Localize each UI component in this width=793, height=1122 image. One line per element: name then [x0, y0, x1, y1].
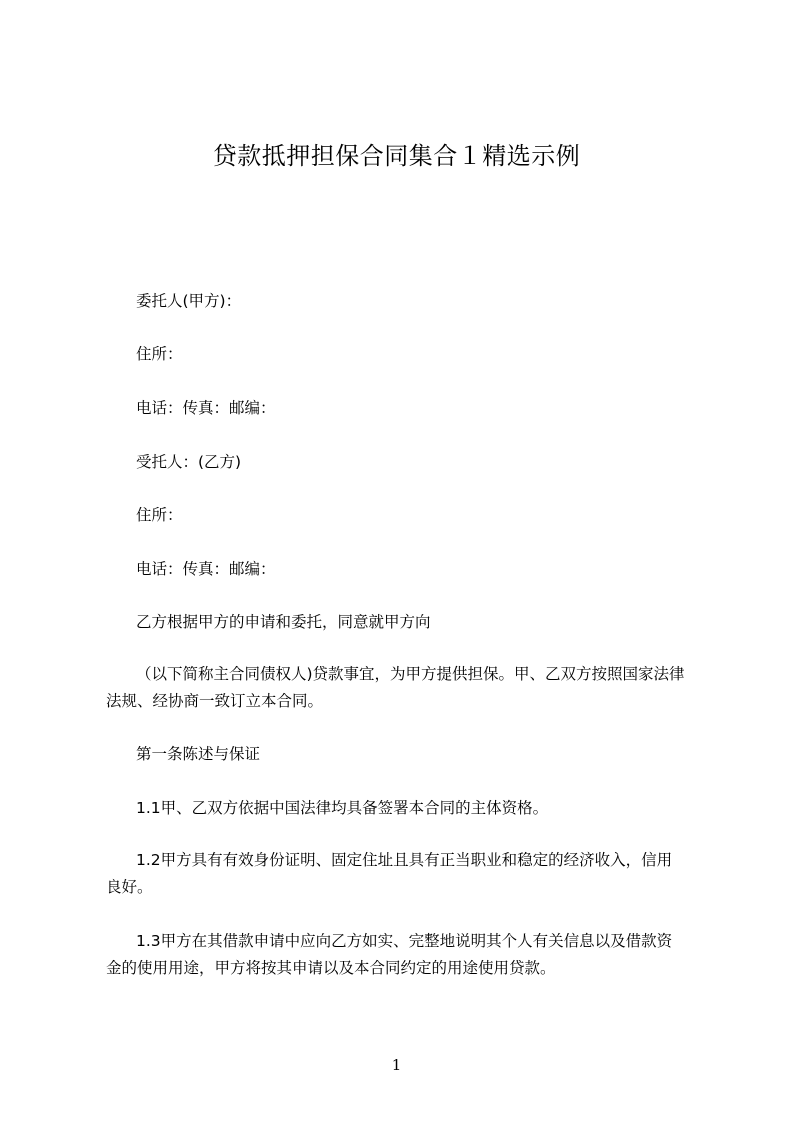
- article-1-heading: 第一条陈述与保证: [136, 745, 261, 763]
- clause-1-2: [106, 847, 700, 901]
- agent-contact-line: 电话：传真：邮编：: [136, 560, 276, 578]
- intro-line: 乙方根据甲方的申请和委托，同意就甲方向: [136, 613, 431, 631]
- document-title: 贷款抵押担保合同集合１精选示例: [212, 142, 581, 170]
- intro-paragraph-line-1: （以下简称主合同债权人)贷款事宜，为甲方提供担保。甲、乙双方按照国家法律: [136, 665, 685, 683]
- clause-1-2-line-2: 良好。: [106, 878, 153, 896]
- clause-1-3-line-2: 金的使用用途，甲方将按其申请以及本合同约定的用途使用贷款。: [106, 959, 556, 977]
- principal-line: 委托人(甲方)：: [136, 292, 242, 310]
- clause-1-3-line-1: 1.3甲方在其借款申请中应向乙方如实、完整地说明其个人有关信息以及借款资: [136, 932, 673, 950]
- agent-address-line: 住所：: [136, 506, 183, 524]
- principal-address-line: 住所：: [136, 345, 183, 363]
- intro-paragraph: [106, 661, 700, 715]
- clause-1-2-line-1: 1.2甲方具有有效身份证明、固定住址且具有正当职业和稳定的经济收入，信用: [136, 851, 673, 869]
- agent-line: 受托人：(乙方): [136, 453, 242, 471]
- intro-paragraph-line-2: 法规、经协商一致订立本合同。: [106, 692, 324, 710]
- principal-contact-line: 电话：传真：邮编：: [136, 399, 276, 417]
- clause-1-1: 1.1甲、乙双方依据中国法律均具备签署本合同的主体资格。: [136, 799, 549, 817]
- clause-1-3: [106, 928, 700, 982]
- page-number: 1: [391, 1056, 402, 1074]
